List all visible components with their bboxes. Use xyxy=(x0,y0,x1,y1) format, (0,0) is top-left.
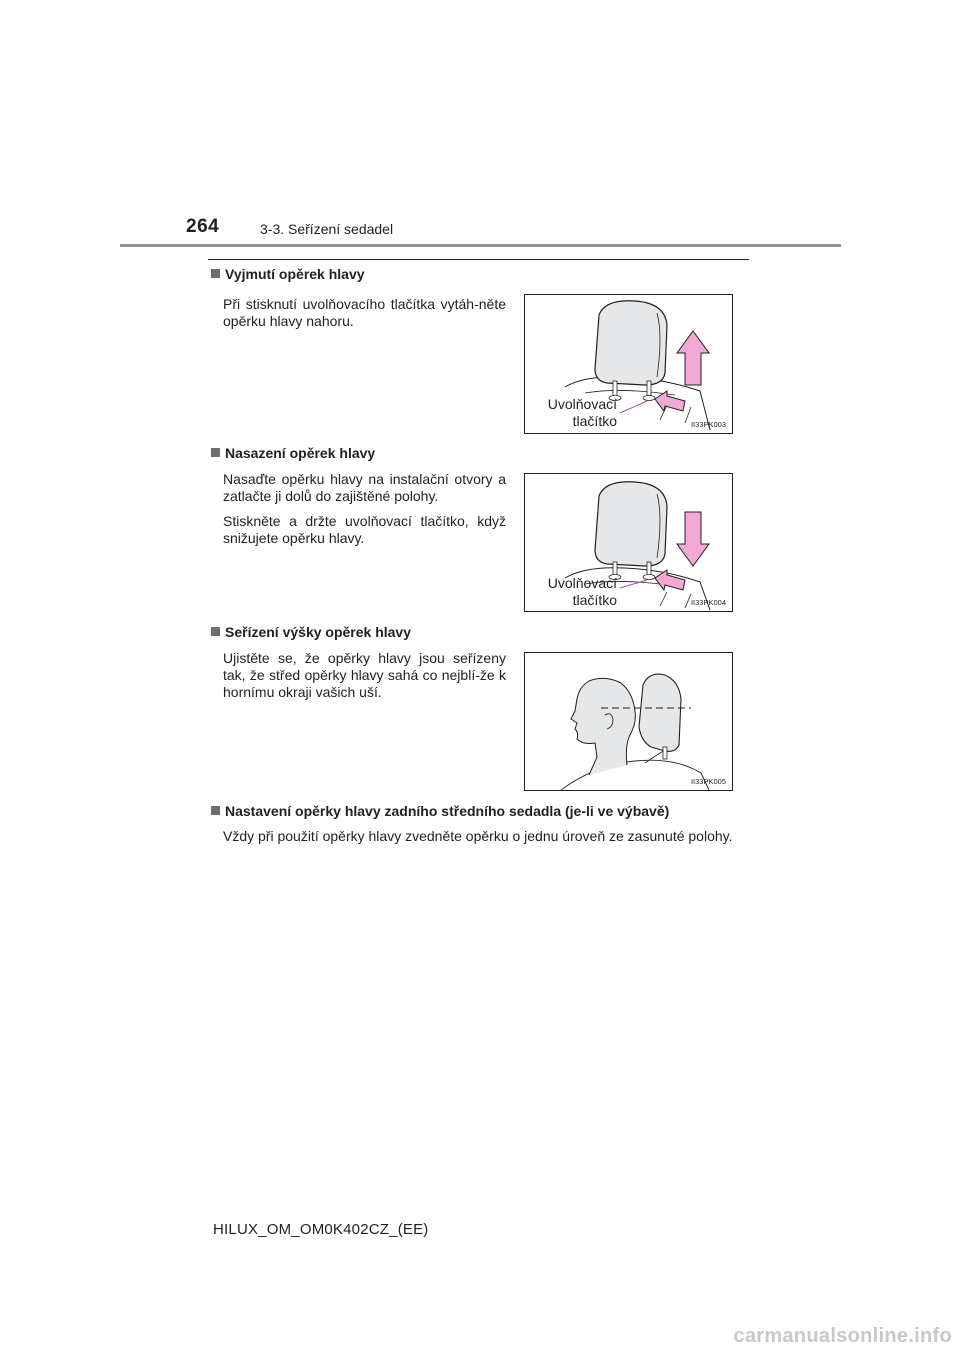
callout-line-2: tlačítko xyxy=(572,413,617,429)
callout-line-2: tlačítko xyxy=(572,592,617,608)
figure-remove-headrest xyxy=(524,294,733,434)
section-heading-install: Nasazení opěrek hlavy xyxy=(211,445,375,461)
section-heading-rear-center: Nastavení opěrky hlavy zadního středního sedadla (je-li ve výbavě) xyxy=(211,803,669,819)
section-heading-remove: Vyjmutí opěrek hlavy xyxy=(211,266,365,282)
bullet-square-icon xyxy=(211,627,220,636)
bullet-square-icon xyxy=(211,806,220,815)
watermark: carmanualsonline.info xyxy=(733,1325,952,1347)
section-title: 3-3. Seřízení sedadel xyxy=(260,221,394,237)
head-position-illustration xyxy=(525,653,732,790)
paragraph-install-release-note: Stiskněte a držte uvolňovací tlačítko, když snižujete opěrku hlavy. xyxy=(223,513,506,546)
manual-code: HILUX_OM_OM0K402CZ_(EE) xyxy=(213,1221,429,1238)
paragraph-install-instructions: Nasaďte opěrku hlavy na instalační otvory a zatlačte ji dolů do zajištěné polohy. xyxy=(223,471,506,504)
callout-line-1: Uvolňovací xyxy=(547,396,617,412)
paragraph-height-instructions: Ujistěte se, že opěrky hlavy jsou seřízeny tak, že střed opěrky hlavy sahá co nejblí-že k hornímu okraji vašich uší. xyxy=(223,650,506,700)
figure-code: II33PK003 xyxy=(690,420,726,429)
paragraph-rear-center-instructions: Vždy při použití opěrky hlavy zvedněte opěrku o jednu úroveň ze zasunuté polohy. xyxy=(223,828,733,844)
content-rule xyxy=(208,259,749,260)
page-number: 264 xyxy=(186,216,220,237)
release-button-callout xyxy=(539,396,617,430)
header-rule xyxy=(120,244,841,247)
paragraph-remove-instructions: Při stisknutí uvolňovacího tlačítka vytáh-něte opěrku hlavy nahoru. xyxy=(223,296,506,329)
figure-headrest-height xyxy=(524,652,733,791)
section-heading-height: Seřízení výšky opěrek hlavy xyxy=(211,624,411,640)
bullet-square-icon xyxy=(211,269,220,278)
figure-install-headrest xyxy=(524,473,733,612)
bullet-square-icon xyxy=(211,448,220,457)
callout-line-1: Uvolňovací xyxy=(547,575,617,591)
figure-code: II33PK004 xyxy=(690,598,726,607)
figure-code: II33PK005 xyxy=(690,777,726,786)
release-button-callout xyxy=(539,575,617,609)
